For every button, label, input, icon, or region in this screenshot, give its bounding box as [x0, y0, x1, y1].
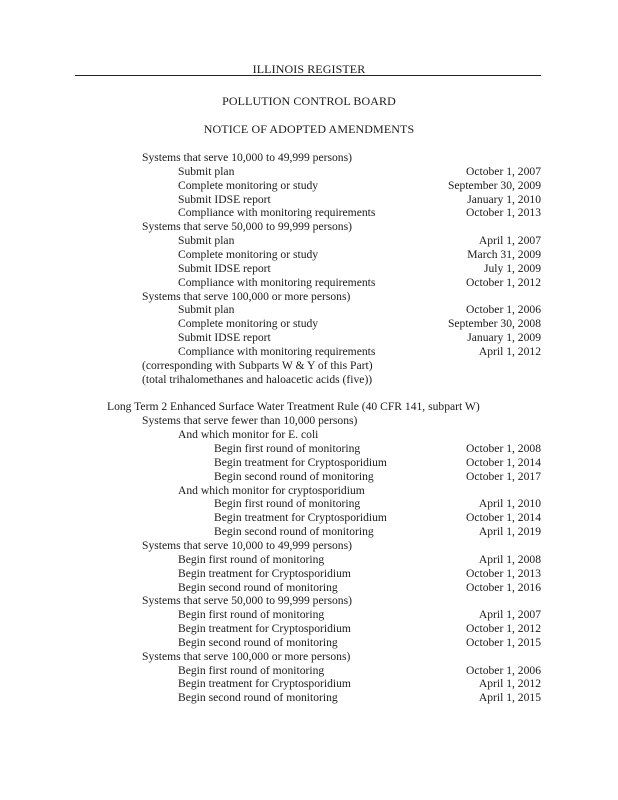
- schedule-label: Begin treatment for Cryptosporidium: [214, 511, 387, 524]
- schedule-label: Begin treatment for Cryptosporidium: [178, 567, 351, 580]
- schedule-label: Begin first round of monitoring: [178, 553, 325, 566]
- schedule-row: [178, 262, 541, 276]
- schedule-date: October 1, 2007: [465, 165, 541, 178]
- schedule-date: October 1, 2014: [465, 511, 541, 524]
- schedule-row: [178, 567, 541, 581]
- schedule-row: [178, 691, 541, 705]
- schedule-label: Begin first round of monitoring: [214, 497, 361, 510]
- schedule-row: [178, 303, 541, 317]
- schedule-heading: [142, 650, 541, 664]
- schedule-row: [178, 165, 541, 179]
- schedule-row: [178, 345, 541, 359]
- schedule-date: April 1, 2012: [478, 677, 541, 690]
- schedule-heading: [107, 400, 541, 414]
- schedule-label: Submit IDSE report: [178, 262, 271, 275]
- schedule-row: [178, 622, 541, 636]
- schedule-row: [178, 248, 541, 262]
- schedule-label: Compliance with monitoring requirements: [178, 206, 376, 219]
- schedule-date: October 1, 2014: [465, 456, 541, 469]
- schedule-date: April 1, 2010: [478, 497, 541, 510]
- schedule-label: Begin second round of monitoring: [214, 525, 374, 538]
- schedule-date: April 1, 2015: [478, 691, 541, 704]
- schedule-label: Submit plan: [178, 234, 235, 247]
- schedule-date: October 1, 2006: [465, 303, 541, 316]
- schedule-row: [178, 664, 541, 678]
- schedule-label: Begin treatment for Cryptosporidium: [178, 677, 351, 690]
- schedule-heading: [142, 151, 541, 165]
- schedule-date: October 1, 2013: [465, 567, 541, 580]
- schedule-date: March 31, 2009: [467, 248, 541, 261]
- schedule-date: October 1, 2013: [465, 206, 541, 219]
- schedule-label: Submit IDSE report: [178, 193, 271, 206]
- schedule-date: September 30, 2009: [447, 179, 541, 192]
- schedule-label: Begin first round of monitoring: [178, 608, 325, 621]
- schedule-label: Systems that serve 100,000 or more persons): [142, 650, 351, 663]
- schedule-label: Long Term 2 Enhanced Surface Water Treatment Rule (40 CFR 141, subpart W): [107, 400, 480, 413]
- schedule-date: January 1, 2009: [467, 331, 541, 344]
- schedule-row: [178, 234, 541, 248]
- schedule-date: September 30, 2008: [447, 317, 541, 330]
- schedule-date: October 1, 2012: [465, 622, 541, 635]
- schedule-label: Begin second round of monitoring: [178, 581, 338, 594]
- schedule-date: January 1, 2010: [467, 193, 541, 206]
- schedule-label: Systems that serve 10,000 to 49,999 persons): [142, 539, 352, 552]
- schedule-label: Begin second round of monitoring: [178, 636, 338, 649]
- schedule-label: Systems that serve 10,000 to 49,999 persons): [142, 151, 352, 164]
- schedule-heading: [142, 359, 541, 373]
- schedule-row: [178, 553, 541, 567]
- schedule-label: Submit plan: [178, 303, 235, 316]
- schedule-heading: [142, 414, 541, 428]
- schedule-label: Begin second round of monitoring: [214, 470, 374, 483]
- schedule-heading: [142, 220, 541, 234]
- schedule-date: April 1, 2007: [478, 234, 541, 247]
- schedule-date: October 1, 2012: [465, 276, 541, 289]
- schedule-row: [178, 677, 541, 691]
- schedule-date: April 1, 2007: [478, 608, 541, 621]
- schedule-row: [178, 581, 541, 595]
- schedule-row: [214, 470, 541, 484]
- register-title: ILLINOIS REGISTER: [252, 62, 366, 76]
- schedule-row: [178, 636, 541, 650]
- schedule-heading: [178, 428, 541, 442]
- schedule-label: Systems that serve 100,000 or more persons): [142, 290, 351, 303]
- schedule-label: Complete monitoring or study: [178, 248, 319, 261]
- schedule-label: Systems that serve fewer than 10,000 persons): [142, 414, 358, 427]
- schedule-label: Begin treatment for Cryptosporidium: [178, 622, 351, 635]
- schedule-date: April 1, 2008: [478, 553, 541, 566]
- board-name: POLLUTION CONTROL BOARD: [222, 94, 396, 108]
- schedule-row: [178, 206, 541, 220]
- schedule-label: And which monitor for E. coli: [178, 428, 319, 441]
- schedule-label: Begin first round of monitoring: [214, 442, 361, 455]
- schedule-date: April 1, 2012: [478, 345, 541, 358]
- schedule-row: [178, 331, 541, 345]
- schedule-date: October 1, 2006: [465, 664, 541, 677]
- schedule-row: [214, 456, 541, 470]
- schedule-label: Complete monitoring or study: [178, 179, 319, 192]
- schedule-row: [178, 608, 541, 622]
- schedule-date: October 1, 2008: [465, 442, 541, 455]
- schedule-heading: [142, 290, 541, 304]
- notice-title: NOTICE OF ADOPTED AMENDMENTS: [203, 122, 415, 136]
- schedule-heading: [178, 484, 541, 498]
- schedule-label: Systems that serve 50,000 to 99,999 persons): [142, 220, 352, 233]
- schedule-label: Begin treatment for Cryptosporidium: [214, 456, 387, 469]
- schedule-label: Begin first round of monitoring: [178, 664, 325, 677]
- schedule-label: Begin second round of monitoring: [178, 691, 338, 704]
- schedule-row: [214, 497, 541, 511]
- schedule-label: (corresponding with Subparts W & Y of this Part): [142, 359, 373, 372]
- schedule-row: [178, 179, 541, 193]
- schedule-row: [214, 525, 541, 539]
- schedule-row: [178, 276, 541, 290]
- schedule-label: Complete monitoring or study: [178, 317, 319, 330]
- schedule-label: And which monitor for cryptosporidium: [178, 484, 365, 497]
- schedule-date: October 1, 2016: [465, 581, 541, 594]
- schedule-date: October 1, 2015: [465, 636, 541, 649]
- schedule-label: Submit plan: [178, 165, 235, 178]
- schedule-label: Compliance with monitoring requirements: [178, 276, 376, 289]
- schedule-date: April 1, 2019: [478, 525, 541, 538]
- schedule-heading: [142, 594, 541, 608]
- schedule-label: (total trihalomethanes and haloacetic acids (five)): [142, 373, 373, 386]
- schedule-label: Submit IDSE report: [178, 331, 271, 344]
- schedule-label: Compliance with monitoring requirements: [178, 345, 376, 358]
- schedule-heading: [142, 539, 541, 553]
- schedule-row: [214, 511, 541, 525]
- schedule-date: July 1, 2009: [483, 262, 541, 275]
- schedule-row: [178, 193, 541, 207]
- schedule-date: October 1, 2017: [465, 470, 541, 483]
- schedule-row: [214, 442, 541, 456]
- schedule-heading: [142, 373, 541, 387]
- schedule-row: [178, 317, 541, 331]
- schedule-label: Systems that serve 50,000 to 99,999 persons): [142, 594, 352, 607]
